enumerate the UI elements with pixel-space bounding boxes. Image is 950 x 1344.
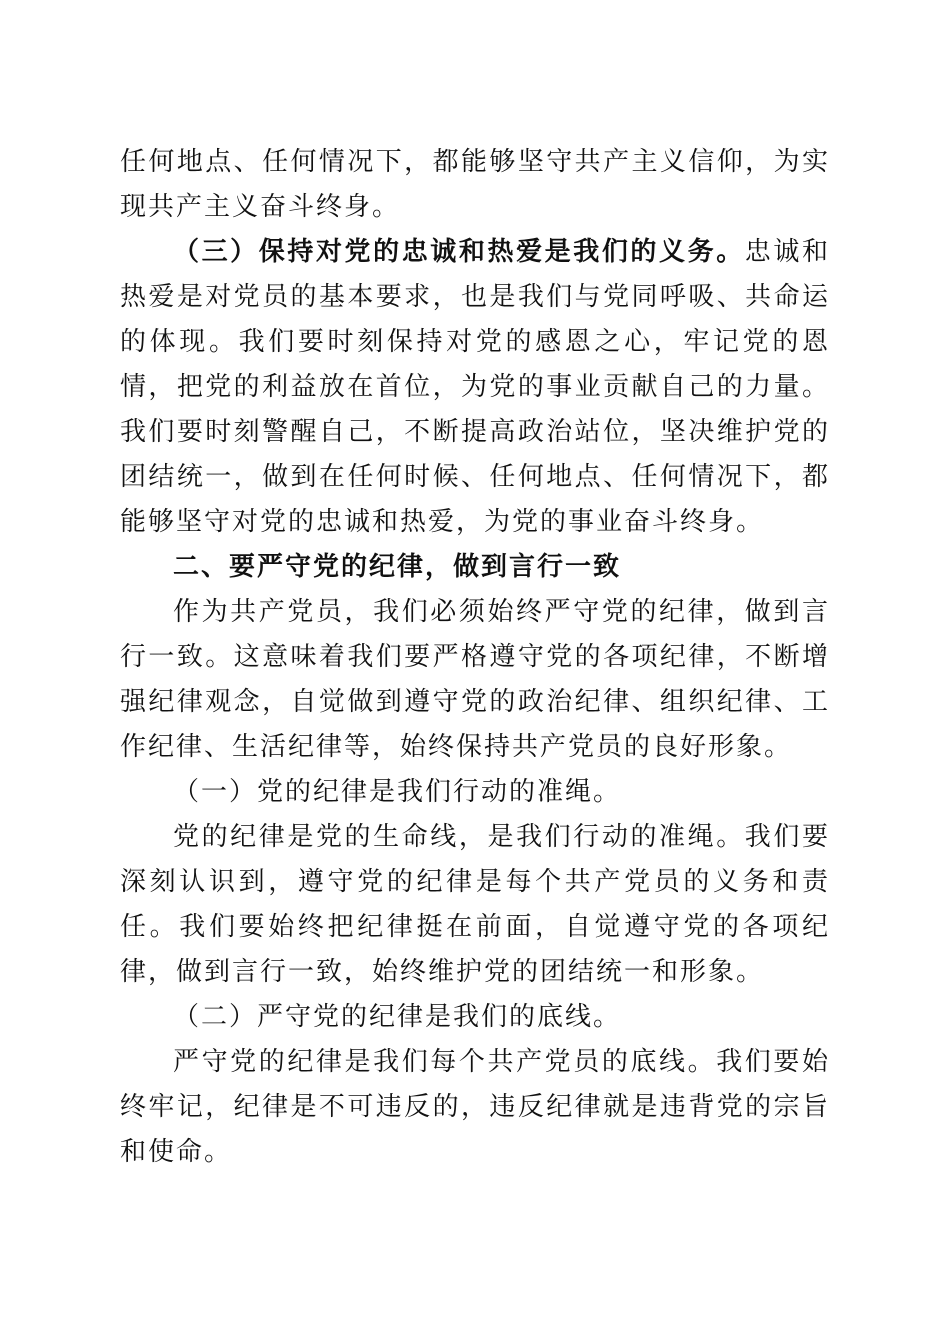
paragraph-discipline-intro xyxy=(120,590,830,770)
subheading-text: （二）严守党的纪律是我们的底线。 xyxy=(173,1002,622,1032)
document-body xyxy=(120,140,830,1175)
section-lead-3: （三）保持对党的忠诚和热爱是我们的义务。 xyxy=(173,237,745,267)
subheading-text: （一）党的纪律是我们行动的准绳。 xyxy=(173,777,622,807)
paragraph-text: 党的纪律是党的生命线，是我们行动的准绳。我们要深刻认识到，遵守党的纪律是每个共产党员的义务和责任。我们要始终把纪律挺在前面，自觉遵守党的各项纪律，做到言行一致，始终维护党的团结统一和形象。 xyxy=(120,822,830,987)
paragraph-text: 严守党的纪律是我们每个共产党员的底线。我们要始终牢记，纪律是不可违反的，违反纪律就是违背党的宗旨和使命。 xyxy=(120,1047,830,1167)
paragraph-text: 作为共产党员，我们必须始终严守党的纪律，做到言行一致。这意味着我们要严格遵守党的各项纪律，不断增强纪律观念，自觉做到遵守党的政治纪律、组织纪律、工作纪律、生活纪律等，始终保持共产党员的良好形象。 xyxy=(120,597,830,762)
paragraph-discipline-guide xyxy=(120,815,830,995)
paragraph-text: 忠诚和热爱是对党员的基本要求，也是我们与党同呼吸、共命运的体现。我们要时刻保持对党的感恩之心，牢记党的恩情，把党的利益放在首位，为党的事业贡献自己的力量。我们要时刻警醒自己，不断提高政治站位，坚决维护党的团结统一，做到在任何时候、任何地点、任何情况下，都能够坚守对党的忠诚和热爱，为党的事业奋斗终身。 xyxy=(120,237,830,537)
subheading-2 xyxy=(120,995,830,1040)
paragraph-continuation xyxy=(120,140,830,230)
section-heading-2 xyxy=(120,545,830,590)
paragraph-loyalty xyxy=(120,230,830,545)
heading-text: 二、要严守党的纪律，做到言行一致 xyxy=(173,552,622,582)
subheading-1 xyxy=(120,770,830,815)
paragraph-discipline-bottomline xyxy=(120,1040,830,1175)
paragraph-text: 任何地点、任何情况下，都能够坚守共产主义信仰，为实现共产主义奋斗终身。 xyxy=(120,147,830,222)
